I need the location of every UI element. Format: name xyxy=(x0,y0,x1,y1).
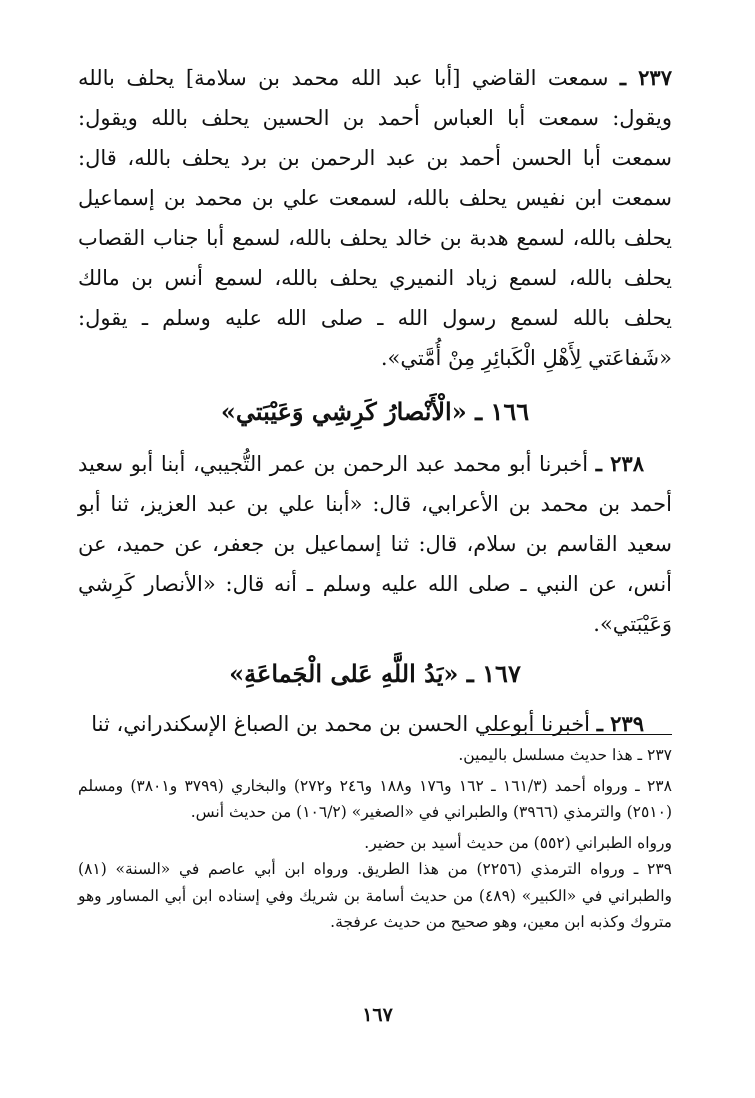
hadith-number: ٢٣٨ ـ xyxy=(595,451,644,476)
hadith-238 xyxy=(78,444,672,644)
footnote-238: ٢٣٨ ـ ورواه أحمد (١٦١/٣ ـ ١٦٢ و١٧٦ و١٨٨ و٢٤٦ و٢٧٢) والبخاري (٣٧٩٩ و٣٨٠١) ومسلم (٢٥١٠) والترمذي (٣٩٦٦) والطبراني في «الصغير» (١٠٦/٢) من حديث أنس. xyxy=(78,776,672,821)
hadith-text: أخبرنا أبو محمد عبد الرحمن بن عمر التُّجيبي، أبنا أبو سعيد أحمد بن محمد بن الأعرابي، قال: «أبنا علي بن عبد العزيز، ثنا أبو سعيد القاسم بن سلام، قال: ثنا إسماعيل بن جعفر، عن حميد، عن أنس، عن النبي ـ صلى الله عليه وسلم ـ أنه قال: «الأنصار كَرِشي وَعَيْبَتي». xyxy=(78,452,672,636)
hadith-text: أخبرنا أبوعلي الحسن بن محمد بن الصباغ الإسكندراني، ثنا xyxy=(91,712,597,736)
main-text xyxy=(78,58,672,744)
page-number: ١٦٧ xyxy=(362,1004,393,1026)
footnote-239: ٢٣٩ ـ ورواه الترمذي (٢٢٥٦) من هذا الطريق. ورواه ابن أبي عاصم في «السنة» (٨١) والطبراني في «الكبير» (٤٨٩) من حديث أسامة بن شريك وفي إسناده ابن أبي المساور وهو متروك وكذبه ابن معين، وهو صحيح من حديث عرفجة. xyxy=(78,860,672,931)
hadith-number: ٢٣٩ ـ xyxy=(596,711,644,736)
footnote-238-extra: ورواه الطبراني (٥٥٢) من حديث أسيد بن حضير. xyxy=(364,833,672,852)
hadith-text: سمعت القاضي [أبا عبد الله محمد بن سلامة] يحلف بالله ويقول: سمعت أبا العباس أحمد بن الحسين يحلف بالله ويقول: سمعت أبا الحسن أحمد بن عبد الرحمن بن برد يحلف بالله، قال: سمعت ابن نفيس يحلف بالله، لسمعت علي بن محمد بن إسماعيل يحلف بالله، لسمع هدبة بن خالد يحلف بالله، لسمع أبا جناب القصاب يحلف بالله، لسمع زياد النميري يحلف بالله، لسمع أنس بن مالك يحلف بالله لسمع رسول الله ـ صلى الله عليه وسلم ـ يقول: «شَفاعَتي لِأَهْلِ الْكَبائِرِ مِنْ أُمَّتي». xyxy=(78,66,672,370)
section-heading-166: ١٦٦ ـ «الْأَنْصارُ كَرِشِي وَعَيْبَتي» xyxy=(220,397,530,426)
footnote-237: ٢٣٧ ـ هذا حديث مسلسل باليمين. xyxy=(458,746,672,764)
footnote-separator xyxy=(488,734,672,735)
hadith-239 xyxy=(78,704,672,744)
hadith-237 xyxy=(78,58,672,378)
hadith-number: ٢٣٧ ـ xyxy=(619,65,672,90)
footnotes xyxy=(78,742,672,936)
section-heading-167: ١٦٧ ـ «يَدُ اللَّهِ عَلى الْجَماعَةِ» xyxy=(229,659,521,688)
